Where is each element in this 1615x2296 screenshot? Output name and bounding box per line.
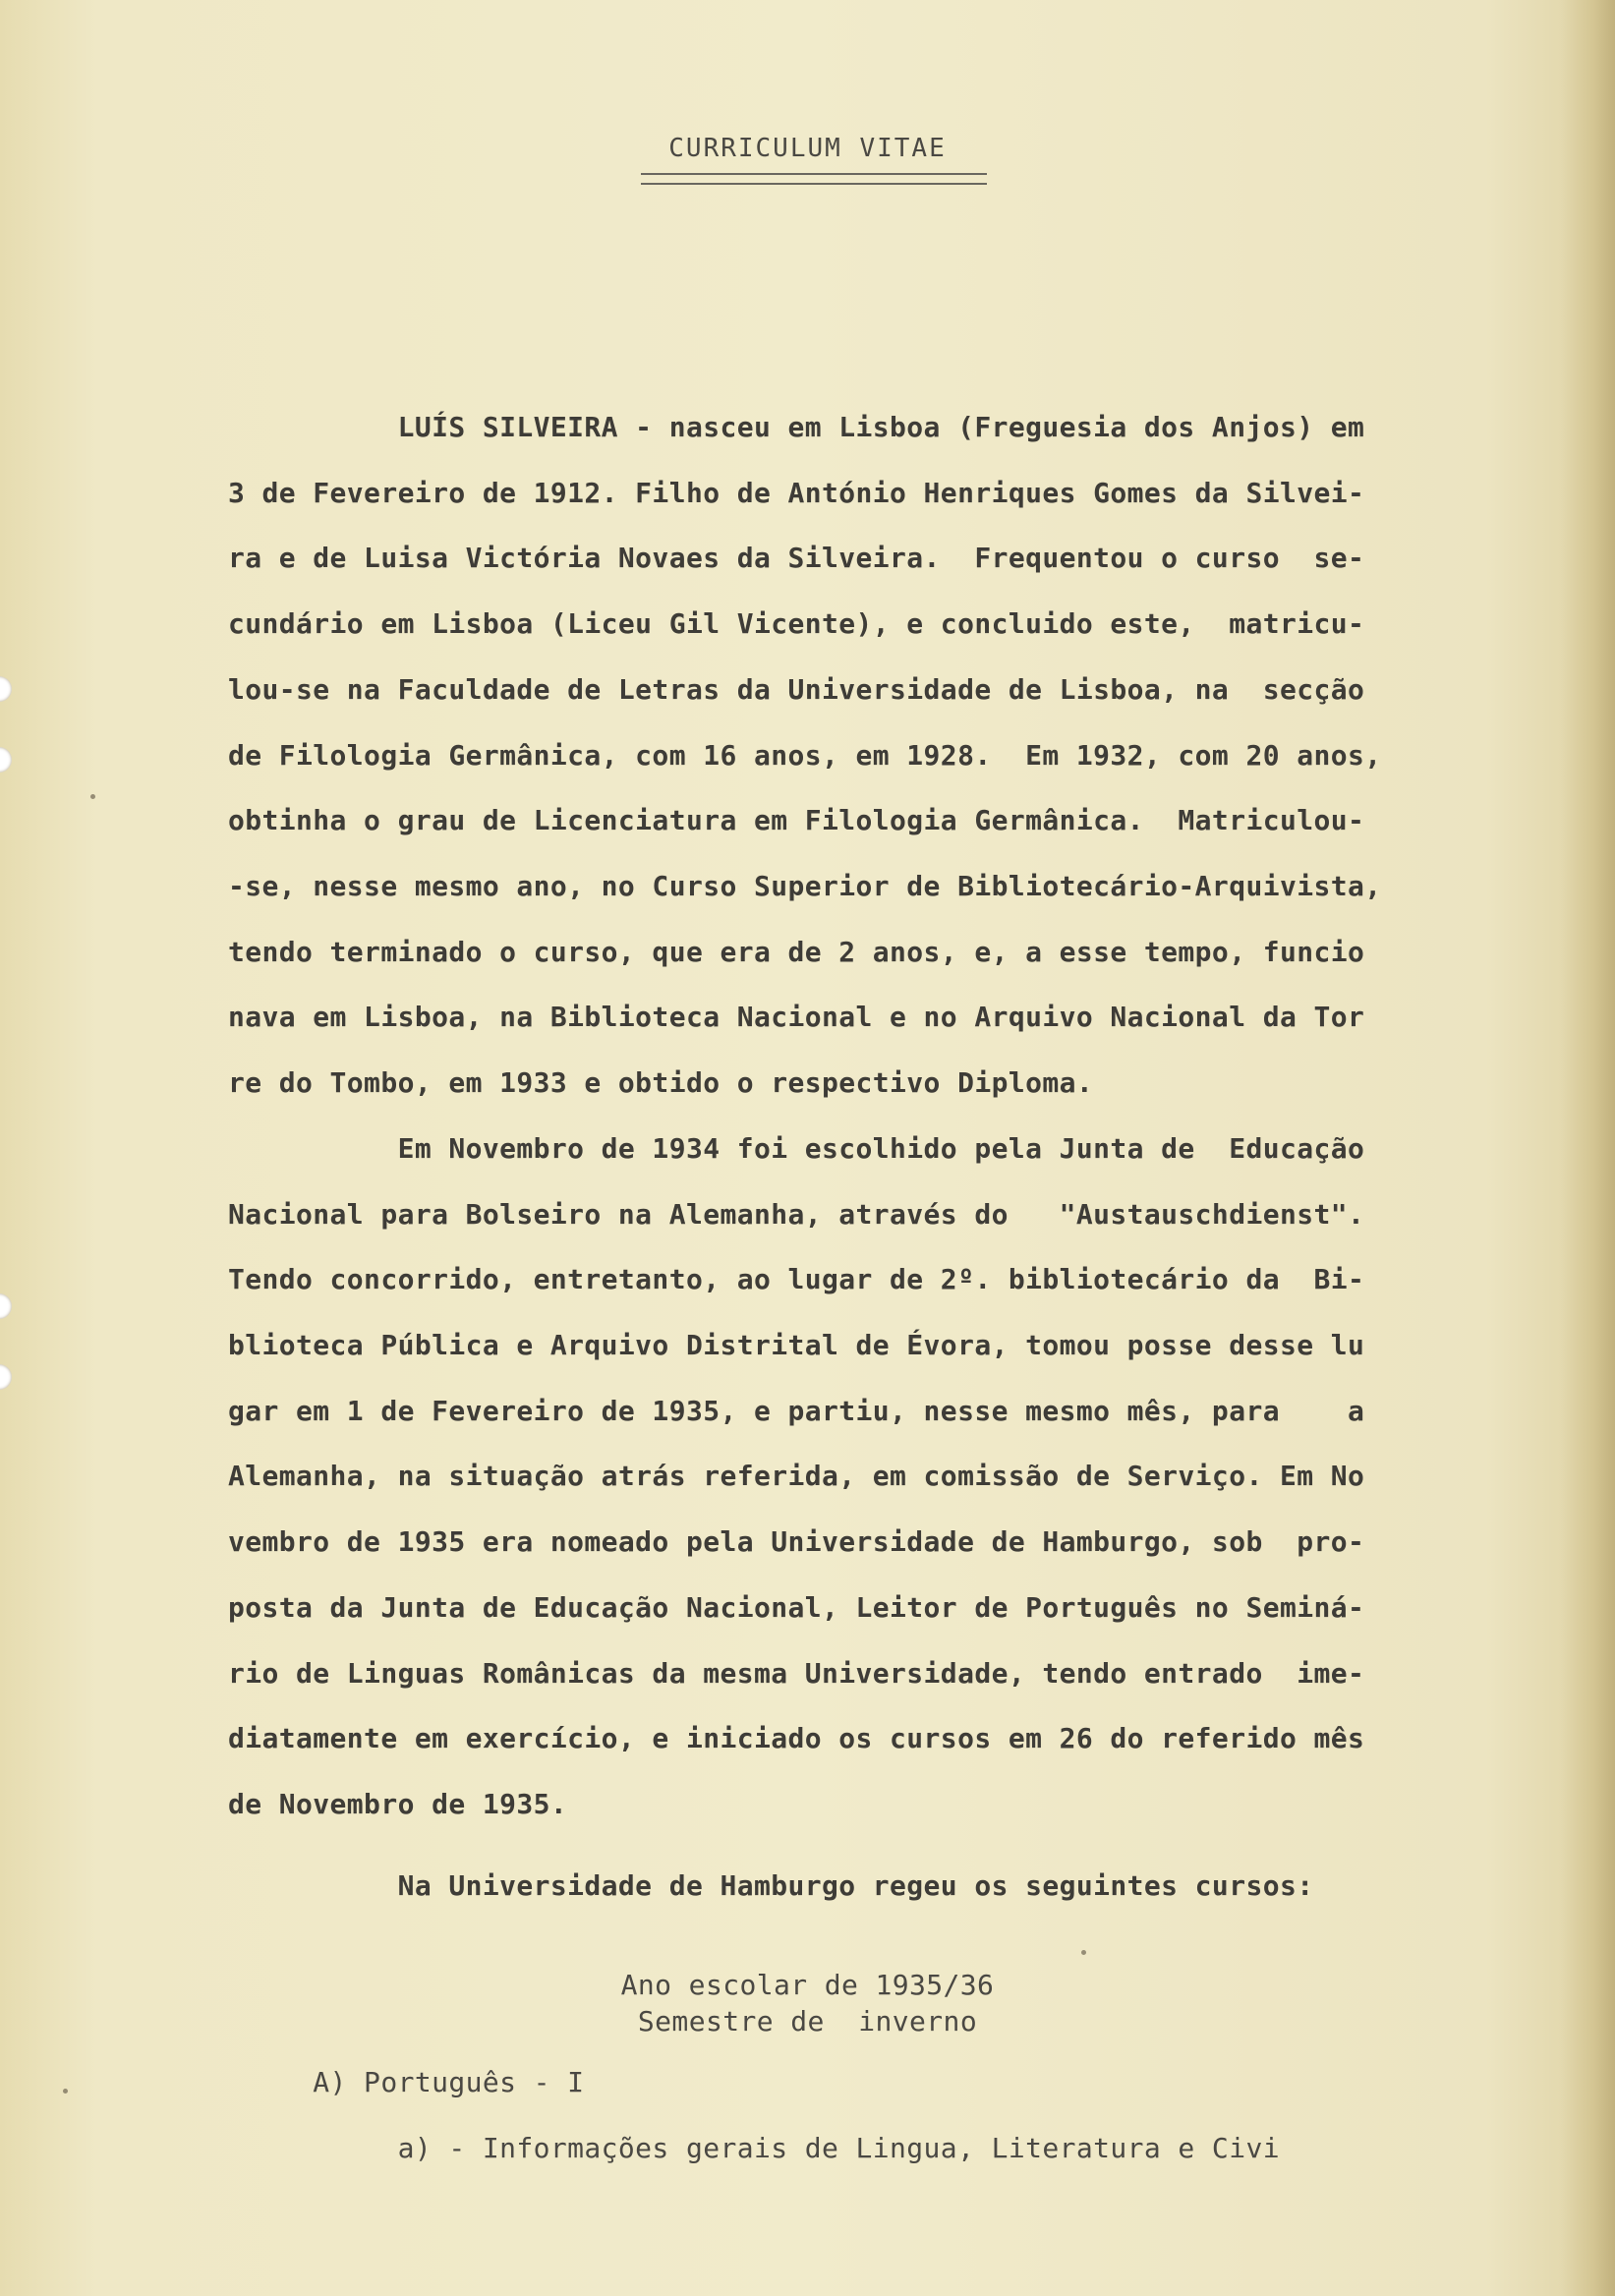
paragraph-line: 3 de Fevereiro de 1912. Filho de António Henriques Gomes da Silvei- xyxy=(228,477,1365,509)
paragraph-line: LUÍS SILVEIRA - nasceu em Lisboa (Freguesia dos Anjos) em xyxy=(228,411,1365,443)
paragraph-line: blioteca Pública e Arquivo Distrital de Évora, tomou posse desse lu xyxy=(228,1329,1365,1361)
paragraph-line: rio de Linguas Românicas da mesma Universidade, tendo entrado ime- xyxy=(228,1657,1365,1690)
punch-hole xyxy=(0,676,12,702)
paragraph-line: re do Tombo, em 1933 e obtido o respectivo Diploma. xyxy=(228,1066,1094,1099)
paragraph-line: cundário em Lisboa (Liceu Gil Vicente), e concluido este, matricu- xyxy=(228,607,1365,640)
paragraph-line: de Filologia Germânica, com 16 anos, em 1928. Em 1932, com 20 anos, xyxy=(228,739,1382,772)
paragraph-line: de Novembro de 1935. xyxy=(228,1788,568,1820)
paragraph-line: ra e de Luisa Victória Novaes da Silveira. Frequentou o curso se- xyxy=(228,542,1365,574)
paragraph-line: posta da Junta de Educação Nacional, Leitor de Português no Seminá- xyxy=(228,1591,1365,1624)
paragraph-line: gar em 1 de Fevereiro de 1935, e partiu, nesse mesmo mês, para a xyxy=(228,1395,1365,1427)
document-title: CURRICULUM VITAE xyxy=(668,134,947,163)
paper-speck xyxy=(90,794,95,799)
punch-hole xyxy=(0,1364,12,1390)
paragraph-line: Alemanha, na situação atrás referida, em comissão de Serviço. Em No xyxy=(228,1460,1365,1492)
paragraph-line: Na Universidade de Hamburgo regeu os seguintes cursos: xyxy=(228,1869,1314,1902)
paragraph-line: diatamente em exercício, e iniciado os cursos em 26 do referido mês xyxy=(228,1722,1365,1754)
paragraph-line: Nacional para Bolseiro na Alemanha, através do "Austauschdienst". xyxy=(228,1198,1365,1231)
paper-speck xyxy=(63,2089,68,2094)
paper-edge-shadow xyxy=(1561,0,1615,2296)
title-underline xyxy=(641,173,987,185)
paper-speck xyxy=(1081,1950,1086,1955)
paragraph-line: tendo terminado o curso, que era de 2 anos, e, a esse tempo, funcio xyxy=(228,936,1365,968)
paragraph-line: lou-se na Faculdade de Letras da Universidade de Lisboa, na secção xyxy=(228,673,1365,706)
punch-hole xyxy=(0,747,12,773)
paragraph-line: -se, nesse mesmo ano, no Curso Superior de Bibliotecário-Arquivista, xyxy=(228,870,1382,902)
paragraph-line: vembro de 1935 era nomeado pela Universidade de Hamburgo, sob pro- xyxy=(228,1525,1365,1558)
course-heading: A) Português - I xyxy=(228,2066,585,2098)
paragraph-line: Tendo concorrido, entretanto, ao lugar de 2º. bibliotecário da Bi- xyxy=(228,1263,1365,1295)
paragraph-line: Em Novembro de 1934 foi escolhido pela Junta de Educação xyxy=(228,1132,1365,1165)
course-item: a) - Informações gerais de Lingua, Literatura e Civi xyxy=(228,2132,1280,2164)
school-year: Ano escolar de 1935/36 xyxy=(620,1969,995,2001)
semester: Semestre de inverno xyxy=(637,2005,978,2038)
paragraph-line: nava em Lisboa, na Biblioteca Nacional e no Arquivo Nacional da Tor xyxy=(228,1001,1365,1033)
paragraph-line: obtinha o grau de Licenciatura em Filologia Germânica. Matriculou- xyxy=(228,804,1365,836)
punch-hole xyxy=(0,1293,12,1319)
